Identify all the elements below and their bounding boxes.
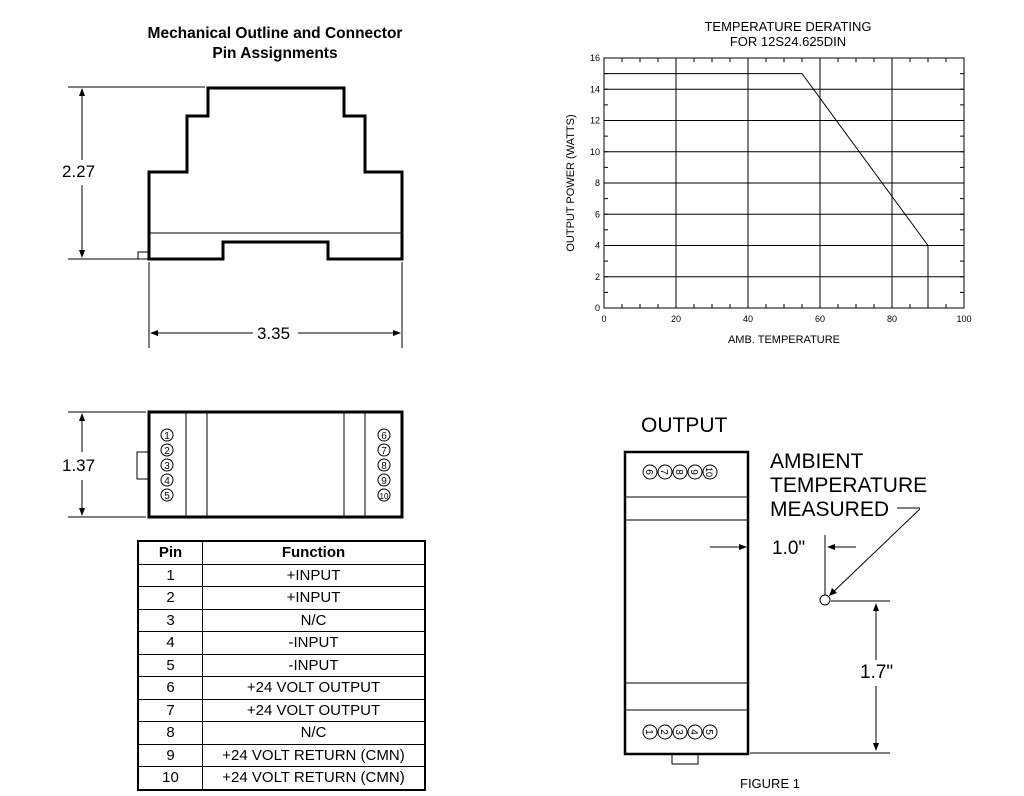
derating-series-line [604, 74, 928, 308]
chart-ticks [590, 53, 972, 324]
x-tick-label: 80 [886, 314, 898, 324]
x-tick-label: 20 [670, 314, 682, 324]
pin-number: 2 [138, 587, 203, 610]
table-row [138, 609, 425, 632]
pin-number: 3 [138, 609, 203, 632]
pin-number: 7 [138, 699, 203, 722]
chart-y-axis-label: OUTPUT POWER (WATTS) [565, 114, 577, 252]
height-above-base-label: 1.7" [860, 662, 894, 683]
pin-number: 6 [138, 677, 203, 700]
pin-number: 5 [138, 654, 203, 677]
x-tick-label: 100 [956, 314, 972, 324]
pin-assignment-table [137, 540, 426, 791]
table-row [138, 699, 425, 722]
pin-function: +INPUT [203, 587, 426, 610]
ambient-label-line2: TEMPERATURE [770, 474, 928, 497]
output-terminal-10: 10 [704, 466, 714, 478]
pin-function: N/C [203, 609, 426, 632]
ambient-label-line3: MEASURED [770, 498, 890, 521]
input-terminal-4: 4 [688, 729, 699, 735]
table-row [138, 744, 425, 767]
pin-function: +24 VOLT OUTPUT [203, 677, 426, 700]
pin-number: 9 [138, 744, 203, 767]
ambient-label-line1: AMBIENT [770, 450, 864, 473]
y-tick-label: 8 [594, 178, 600, 188]
top-view-housing [149, 412, 402, 517]
y-tick-label: 14 [589, 84, 600, 95]
top-view-clip [137, 452, 149, 479]
chart-title-line1: TEMPERATURE DERATING [704, 19, 872, 34]
terminal-label-7: 7 [381, 446, 387, 457]
y-tick-label: 0 [594, 303, 600, 313]
pin-function: +INPUT [203, 564, 426, 587]
sensor-point [820, 595, 830, 605]
output-label: OUTPUT [641, 414, 728, 437]
output-terminal-7: 7 [658, 469, 669, 475]
input-terminal-group [643, 725, 717, 739]
y-tick-label: 12 [589, 115, 600, 126]
terminal-label-3: 3 [164, 461, 170, 472]
table-row [138, 587, 425, 610]
output-terminal-group [643, 465, 717, 479]
pin-function: +24 VOLT OUTPUT [203, 699, 426, 722]
header-pin: Pin [138, 541, 203, 564]
terminal-label-1: 1 [164, 431, 170, 442]
table-row [138, 632, 425, 655]
front-rail-clip [672, 754, 698, 764]
chart-title-line2: FOR 12S24.625DIN [729, 34, 847, 49]
input-terminal-2: 2 [658, 729, 669, 735]
input-terminal-1: 1 [643, 729, 654, 735]
pin-function: -INPUT [203, 632, 426, 655]
table-row [138, 722, 425, 745]
output-terminal-8: 8 [673, 469, 684, 475]
y-tick-label: 10 [589, 146, 600, 157]
table-header-row [138, 541, 425, 564]
pin-function: N/C [203, 722, 426, 745]
pin-number: 8 [138, 722, 203, 745]
rail-clip [138, 252, 149, 259]
figure-caption: FIGURE 1 [740, 776, 800, 791]
table-row [138, 767, 425, 790]
pin-function: +24 VOLT RETURN (CMN) [203, 744, 426, 767]
y-tick-label: 16 [589, 53, 600, 63]
x-tick-label: 0 [601, 314, 607, 324]
x-tick-label: 40 [742, 314, 754, 324]
terminal-label-2: 2 [164, 446, 170, 457]
pin-number: 1 [138, 564, 203, 587]
depth-dimension-label: 1.37 [62, 456, 96, 475]
pin-function: +24 VOLT RETURN (CMN) [203, 767, 426, 790]
pin-number: 10 [138, 767, 203, 790]
x-tick-label: 60 [814, 314, 826, 324]
terminal-label-6: 6 [381, 431, 387, 442]
derating-chart [550, 45, 990, 355]
width-dimension-label: 3.35 [257, 324, 291, 343]
header-function: Function [203, 541, 426, 564]
pin-function: -INPUT [203, 654, 426, 677]
y-tick-label: 4 [594, 240, 600, 251]
pin-number: 4 [138, 632, 203, 655]
measurement-figure [600, 440, 920, 780]
right-terminal-group [378, 429, 390, 501]
input-terminal-3: 3 [673, 729, 684, 735]
terminal-label-5: 5 [164, 491, 170, 502]
y-tick-label: 2 [594, 271, 600, 282]
output-terminal-9: 9 [688, 469, 699, 475]
terminal-label-8: 8 [381, 461, 387, 472]
left-terminal-group [161, 429, 173, 502]
chart-grid [604, 58, 964, 308]
terminal-label-9: 9 [381, 476, 387, 487]
mech-title-line1: Mechanical Outline and Connector [147, 25, 403, 42]
chart-x-axis-label: AMB. TEMPERATURE [727, 334, 841, 346]
mech-title-line2: Pin Assignments [212, 45, 338, 62]
table-row [138, 564, 425, 587]
height-dimension-label: 2.27 [62, 162, 96, 181]
table-row [138, 654, 425, 677]
terminal-label-4: 4 [164, 476, 170, 487]
output-terminal-6: 6 [643, 469, 654, 475]
table-row [138, 677, 425, 700]
terminal-label-10: 10 [379, 492, 389, 501]
y-tick-label: 6 [594, 209, 600, 220]
offset-dimension-label: 1.0" [772, 538, 806, 559]
input-terminal-5: 5 [703, 729, 714, 735]
